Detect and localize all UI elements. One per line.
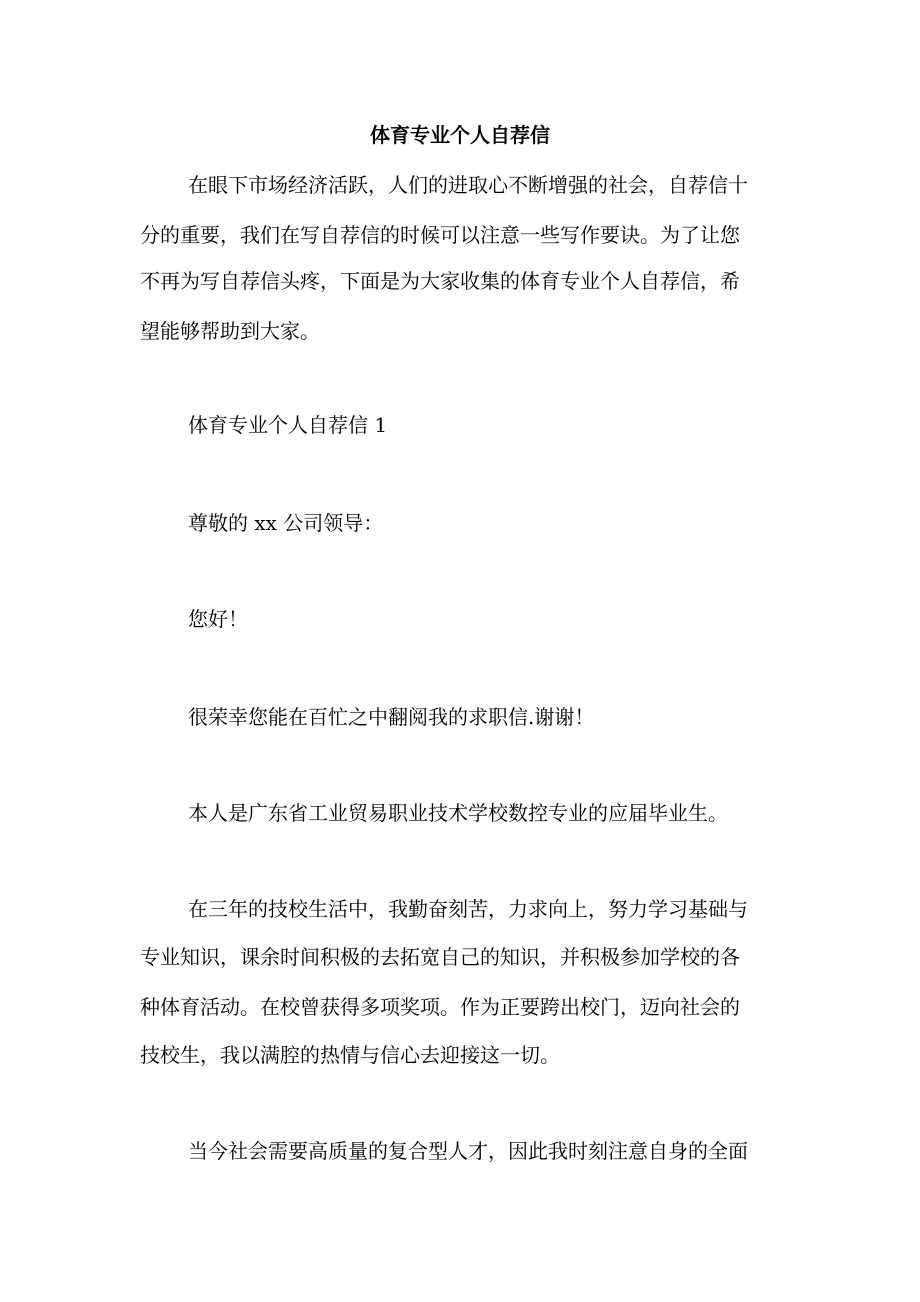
document-title: 体育专业个人自荐信	[370, 123, 550, 147]
school-life-line-3: 种体育活动。在校曾获得多项奖项。作为正要跨出校门，迈向社会的	[140, 995, 740, 1019]
intro-line-4: 望能够帮助到大家。	[140, 319, 320, 343]
salutation: 尊敬的 xx 公司领导：	[188, 511, 384, 535]
intro-line-1: 在眼下市场经济活跃，人们的进取心不断增强的社会，自荐信十	[188, 173, 748, 197]
background-paragraph: 本人是广东省工业贸易职业技术学校数控专业的应届毕业生。	[188, 801, 728, 825]
intro-line-3: 不再为写自荐信头疼，下面是为大家收集的体育专业个人自荐信，希	[140, 269, 740, 293]
thanks-paragraph: 很荣幸您能在百忙之中翻阅我的求职信.谢谢！	[188, 705, 595, 729]
letter-heading: 体育专业个人自荐信 1	[188, 413, 388, 437]
school-life-line-2: 专业知识，课余时间积极的去拓宽自己的知识，并积极参加学校的各	[140, 945, 740, 969]
school-life-line-1: 在三年的技校生活中，我勤奋刻苦，力求向上，努力学习基础与	[188, 897, 748, 921]
greeting: 您好！	[188, 607, 248, 631]
society-paragraph: 当今社会需要高质量的复合型人才，因此我时刻注意自身的全面	[188, 1139, 748, 1163]
intro-line-2: 分的重要，我们在写自荐信的时候可以注意一些写作要诀。为了让您	[140, 223, 740, 247]
school-life-line-4: 技校生，我以满腔的热情与信心去迎接这一切。	[140, 1043, 560, 1067]
